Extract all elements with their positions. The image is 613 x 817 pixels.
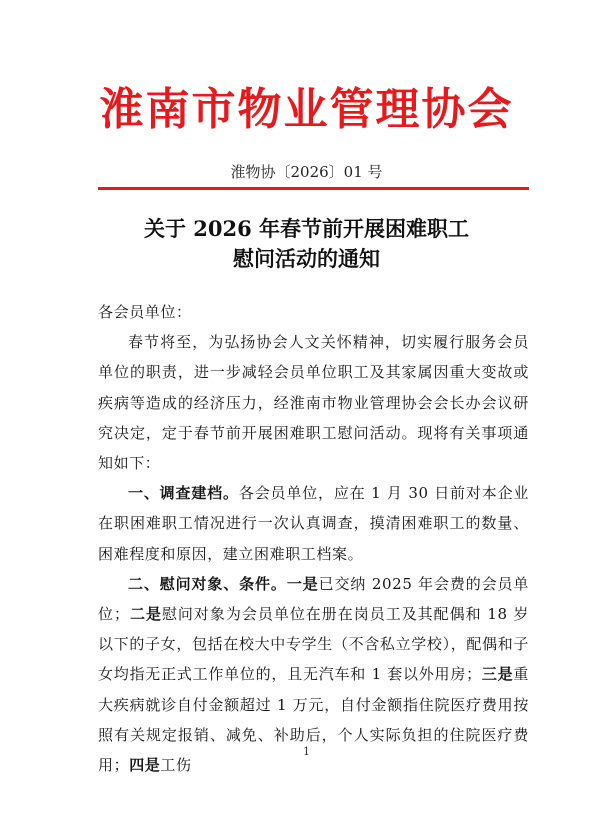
section-2-item-2-text: 慰问对象为会员单位在册在岗员工及其配偶和 18 岁以下的子女，包括在校大中专学生（不含私立学校），配偶和子女均指无正式工作单位的，且无汽车和 1 套以外用房； xyxy=(98,605,530,684)
section-2-item-1-text: 已交纳 2025 年会费的会员单位； xyxy=(98,574,529,624)
section-1-paragraph xyxy=(98,478,529,569)
section-2-item-2-label: 二是 xyxy=(129,605,162,624)
section-1-heading: 一、调查建档。 xyxy=(128,484,239,503)
notice-title xyxy=(0,214,613,274)
section-2-item-3-text: 重大疾病就诊自付金额超过 1 万元，自付金额指住院医疗费用按照有关规定报销、减免、补助后，个人实际负担的住院医疗费用； xyxy=(98,665,529,775)
red-divider-line xyxy=(98,187,529,190)
section-2-item-4-label: 四是 xyxy=(129,756,161,775)
section-2-item-4-text: 工伤 xyxy=(160,756,192,775)
organization-title: 淮南市物业管理协会 xyxy=(99,84,514,135)
notice-title-line-1: 关于 2026 年春节前开展困难职工 xyxy=(143,216,470,241)
section-2-item-3-label: 三是 xyxy=(481,665,514,684)
notice-title-line-2: 慰问活动的通知 xyxy=(233,246,380,271)
page-number: 1 xyxy=(303,745,310,758)
document-number: 淮物协〔2026〕01 号 xyxy=(230,163,383,181)
section-1-text: 各会员单位，应在 1 月 30 日前对本企业在职困难职工情况进行一次认真调查，摸清困难职工的数量、困难程度和原因，建立困难职工档案。 xyxy=(98,484,530,563)
section-2-item-1-label: 一是 xyxy=(286,574,319,593)
notice-body xyxy=(98,297,529,780)
salutation: 各会员单位： xyxy=(98,303,192,321)
intro-paragraph: 春节将至，为弘扬协会人文关怀精神，切实履行服务会员单位的职责，进一步减轻会员单位职工及其家属因重大变故或疾病等造成的经济压力，经淮南市物业管理协会会长办会议研究决定，定于春节前开展困难职工慰问活动。现将有关事项通知如下： xyxy=(98,333,529,473)
section-2-heading: 二、慰问对象、条件。 xyxy=(128,574,287,593)
